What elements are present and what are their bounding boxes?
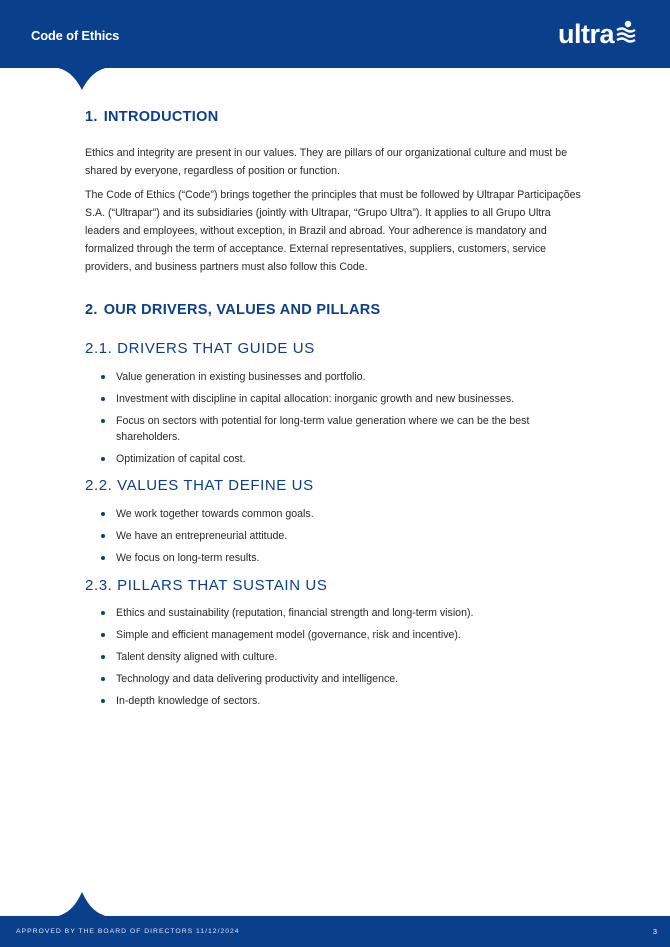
bullet-icon — [101, 457, 105, 461]
logo-waves-icon — [616, 19, 636, 45]
list-item: Optimization of capital cost. — [85, 451, 555, 467]
subsection-heading-pillars: 2.3. PILLARS THAT SUSTAIN US — [85, 577, 328, 594]
bullet-icon — [101, 699, 105, 703]
section-title: INTRODUCTION — [103, 109, 219, 125]
intro-paragraph-1 — [85, 144, 585, 180]
list-item: Talent density aligned with culture. — [85, 649, 555, 665]
section-title: OUR DRIVERS, VALUES AND PILLARS — [103, 302, 381, 318]
bullet-icon — [101, 611, 105, 615]
bullet-icon — [101, 534, 105, 538]
header-wave-decoration — [0, 66, 140, 94]
subsection-heading-drivers: 2.1. DRIVERS THAT GUIDE US — [85, 340, 315, 357]
list-item: We have an entrepreneurial attitude. — [85, 528, 555, 544]
section-heading-drivers-values-pillars — [85, 302, 380, 318]
bullet-icon — [101, 512, 105, 516]
logo-wordmark: ultra — [558, 18, 615, 49]
page-number: 3 — [652, 927, 657, 936]
document-title: Code of Ethics — [31, 28, 120, 43]
subsection-heading-values: 2.2. VALUES THAT DEFINE US — [85, 477, 314, 494]
paragraph-text: The Code of Ethics (“Code”) brings together the principles that must be followed by Ultrapar Participações S.A. (“Ultrapar”) and its subsidiaries (jointly with Ultrapar, “Grupo Ultra”). It applies to all Grupo Ultra leaders and employees, without exception, in Brazil and abroad. Your adherence is mandatory and formalized through the term of acceptance. External representatives, suppliers, customers, service providers, and business partners must also follow this Code. — [85, 189, 581, 273]
bullet-icon — [101, 397, 105, 401]
list-item: Technology and data delivering productivity and intelligence. — [85, 671, 555, 687]
pillars-list — [85, 605, 555, 715]
list-item: Focus on sectors with potential for long-term value generation where we can be the best shareholders. — [85, 413, 555, 445]
section-number: 2. — [85, 302, 98, 318]
ultra-logo — [558, 18, 636, 50]
bullet-icon — [101, 677, 105, 681]
list-item: Investment with discipline in capital allocation: inorganic growth and new businesses. — [85, 391, 555, 407]
list-item: Simple and efficient management model (governance, risk and incentive). — [85, 627, 555, 643]
approval-note: APPROVED BY THE BOARD OF DIRECTORS 11/12/2024 — [16, 928, 240, 935]
intro-paragraph-2 — [85, 186, 585, 276]
drivers-list — [85, 369, 555, 473]
paragraph-text: Ethics and integrity are present in our values. They are pillars of our organizational culture and must be shared by everyone, regardless of position or function. — [85, 147, 568, 177]
bullet-icon — [101, 633, 105, 637]
footer-wave-decoration — [0, 892, 140, 918]
list-item: Value generation in existing businesses and portfolio. — [85, 369, 555, 385]
values-list — [85, 506, 555, 572]
bullet-icon — [101, 419, 105, 423]
list-item: Ethics and sustainability (reputation, financial strength and long-term vision). — [85, 605, 555, 621]
list-item: In-depth knowledge of sectors. — [85, 693, 555, 709]
bullet-icon — [101, 556, 105, 560]
list-item: We work together towards common goals. — [85, 506, 555, 522]
section-heading-introduction — [85, 109, 218, 125]
bullet-icon — [101, 655, 105, 659]
list-item: We focus on long-term results. — [85, 550, 555, 566]
bullet-icon — [101, 375, 105, 379]
section-number: 1. — [85, 109, 98, 125]
